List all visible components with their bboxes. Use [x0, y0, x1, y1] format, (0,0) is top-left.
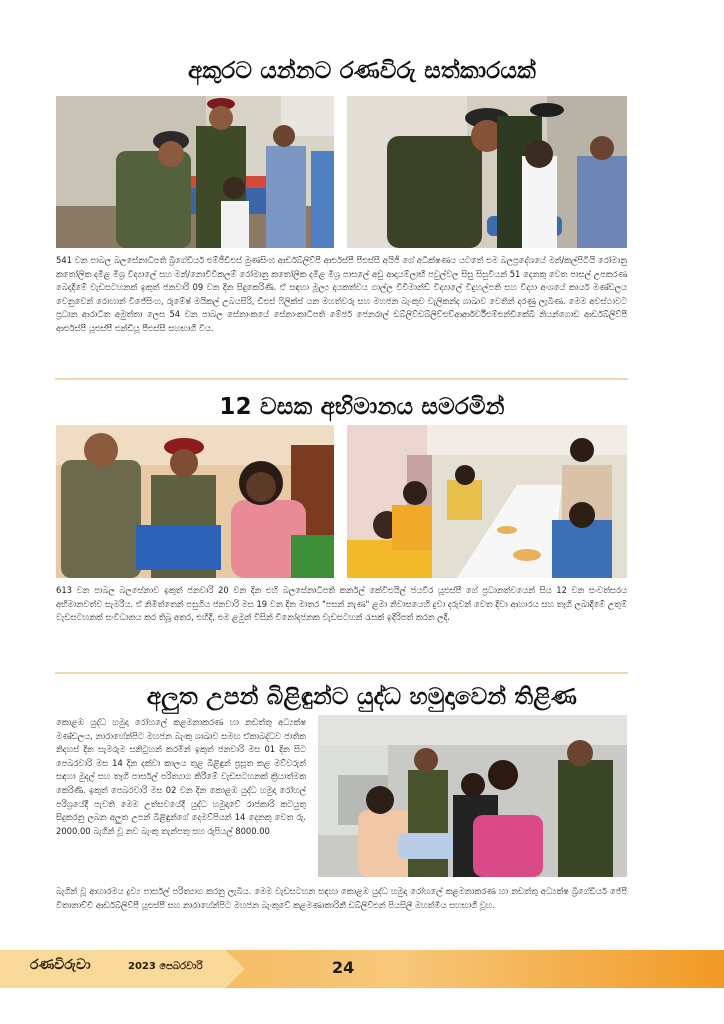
section-1-body: 541 වන පාබල බලසේනාධිපති බ්‍රිගේඩියර් එම්ජීඩීඑස් මුණසිංහ ආර්ඩබ්ලිව්පී ආර්එස්පී පීඑස්සී අයිජී ගේ අධීක්ෂණය යටතේ එම බලප්‍රදේශයේ මන්/කල්පිටියි රෝමානු කතෝලික දමිළ මිශ්‍ර විද්‍යාලේ සහ මන්/නොවිවිකලම් රෝමානු කතෝලික දමිළ මිශ්‍ර පාසලේ අඩු ආදායම්ලාභී පවුල්වල සිසු සිසුවියන් 51 දෙනකු වෙත පාසල් උපකරණ බෙදාදීමේ වැඩසටහනක් ඉකුත් ජනවාරි 09 වන දින සිදුකෙරිණි. ඒ සඳහා මූල්‍ය දායකත්වය ගාල්ල විවිමාන්ඩ් විද්‍යාලේ විදුහල්පති සහ විද්‍යා අංශයේ කාර්ය මණ්ඩලය වෙනුවෙන් රොහාන් විජේසිංහ, රුමේෂ් මයිකල් උබයසිරි, ඩීඑස් ෆිලික්ස් යන මහත්වරු සහ මහජන බැංකුව වැලිකන්ද ශාඛාව වෙතින් දරණු ලැබිණ. මෙම අවස්ථාවට ප්‍රධාන ආරාධිත අමුත්තා ලෙස 54 වන පාබල සේනාංකයේ සේනාංකාධිපති මේජර් ජෙනරාල් ඩබ්ලිව්ඩබ්ලිව්එච්ආර්ආර්වීඑම්එන්ඩිකේබී නියන්ගොඩ ආර්ඩබ්ලිව්පී ආර්එස්පී යූඑස්පී එන්ඩියූ පීඑස්සී සහභාගී විය.	[56, 255, 627, 333]
section-3-body-continued: බැගින් වූ ආහාරමය ද්‍රව්‍ය පාර්සල් පරිත්‍යාග කරනු ලැබිය. මෙම වැඩසටහන සඳහා කොළඹ යුද්ධ හමුදා රෝහලේ කළමනාකරණ හා නඩත්තු අධ්‍යක්ෂ බ්‍රිගේඩියර් ජේපී විතානාච්චි ආර්ඩබ්ලිව්පී යූඑස්පී සහ නාරාහේන්පිට මහජන බැංකුවේ කළමණාකාරිනී ඩබ්ලිව්එන් පියසිලී මහත්මිය සහභාගී වූහ.	[56, 886, 627, 910]
photo-children-dining-table	[347, 425, 627, 578]
page-number: 24	[332, 958, 355, 977]
photo-soldiers-give-gift-to-woman	[56, 425, 334, 578]
section-2-body: 613 වන පාබල බලසේනාව ඉකුත් ජනවාරි 20 වන දින එහි බලසේනාධිපති කර්නල් කේවිඑයිල් ජයවීර යූඑස්පී ගේ ප්‍රධානත්වයෙන් සිය 12 වන සංවත්සරය අභිමානවත්ව සැමරීය. ඒ නිමිත්තෙන් පසුගිය ජනවාරි මස 19 වන දින මාතර "පසන් නැණ" ළමා නිවාසයෙහි දුවා දරුවන් වෙත දිවා ආහාරය සහ තෑගි ලබාදීමේ උතුම් වැඩසටහනක් සංවිධානය කර තිබූ අතර, එහිදී, එම ළමුන් විසින් විනෝදජනක වැඩසටහන් රැසක් ඉදිරිපත් කරන ලදී.	[56, 585, 627, 623]
magazine-logo: රණවිරුවා	[30, 957, 91, 973]
photo-hospital-gift-to-mother	[318, 715, 627, 877]
section-2-title: 12 වසක අභිමානය සමරමින්	[219, 394, 505, 420]
section-1-title: අකුරට යන්නට රණවිරු සත්කාරයක්	[188, 58, 536, 84]
section-divider	[55, 672, 628, 674]
photo-officer-presents-gift-to-child	[347, 96, 627, 248]
section-divider	[55, 378, 628, 380]
section-3-title: අලුත උපන් බිළිඳුන්ට යුද්ධ හමුදාවෙන් තිළිණ	[146, 684, 578, 710]
issue-date: 2023 පෙබරවාරි	[128, 961, 203, 972]
photo-army-officer-gives-gift-to-girl	[56, 96, 334, 248]
section-3-body-left: කොළඹ යුද්ධ හමුදා රෝහලේ කළමනාකරණ හා නඩත්තු අධ්‍යක්ෂ මණ්ඩලය, නාරාහේන්පිට මහජන බැංකු ශාඛාව සමඟ ඒකාබද්ධව ජාතික නිදහස් දින සැමරුම සනිටුහන් කරමින් ඉකුත් ජනවාරි මස 01 දින සිට පෙබරවාරි මස 14 දින දක්වා කාලය තුළ බිළිඳුන් ප්‍රසූත කළ මව්වරුන් සඳහා මුදල් සහ තෑගි පාර්සල් පරිත්‍යාග කිරීමේ වැඩසටහනක් ක්‍රියාත්මක කෙරිණි. ඉකුත් පෙබරවාරි මස 02 වන දින කොළඹ යුද්ධ හමුදා රෝහල් පරිශ්‍රයේදී පැවති මෙම උත්සවයේදී යුද්ධ හමුදාවේ රාජකාරි කටයුතු සිදුකරනු ලබන අලුත උපන් බිළිඳුන්ගේ දෙමව්පියන් 14 දෙනකු වෙත රු. 2000.00 බැගින් වූ නව බැංකු තැන්පතු සහ රුපියල් 8000.00	[56, 717, 306, 836]
